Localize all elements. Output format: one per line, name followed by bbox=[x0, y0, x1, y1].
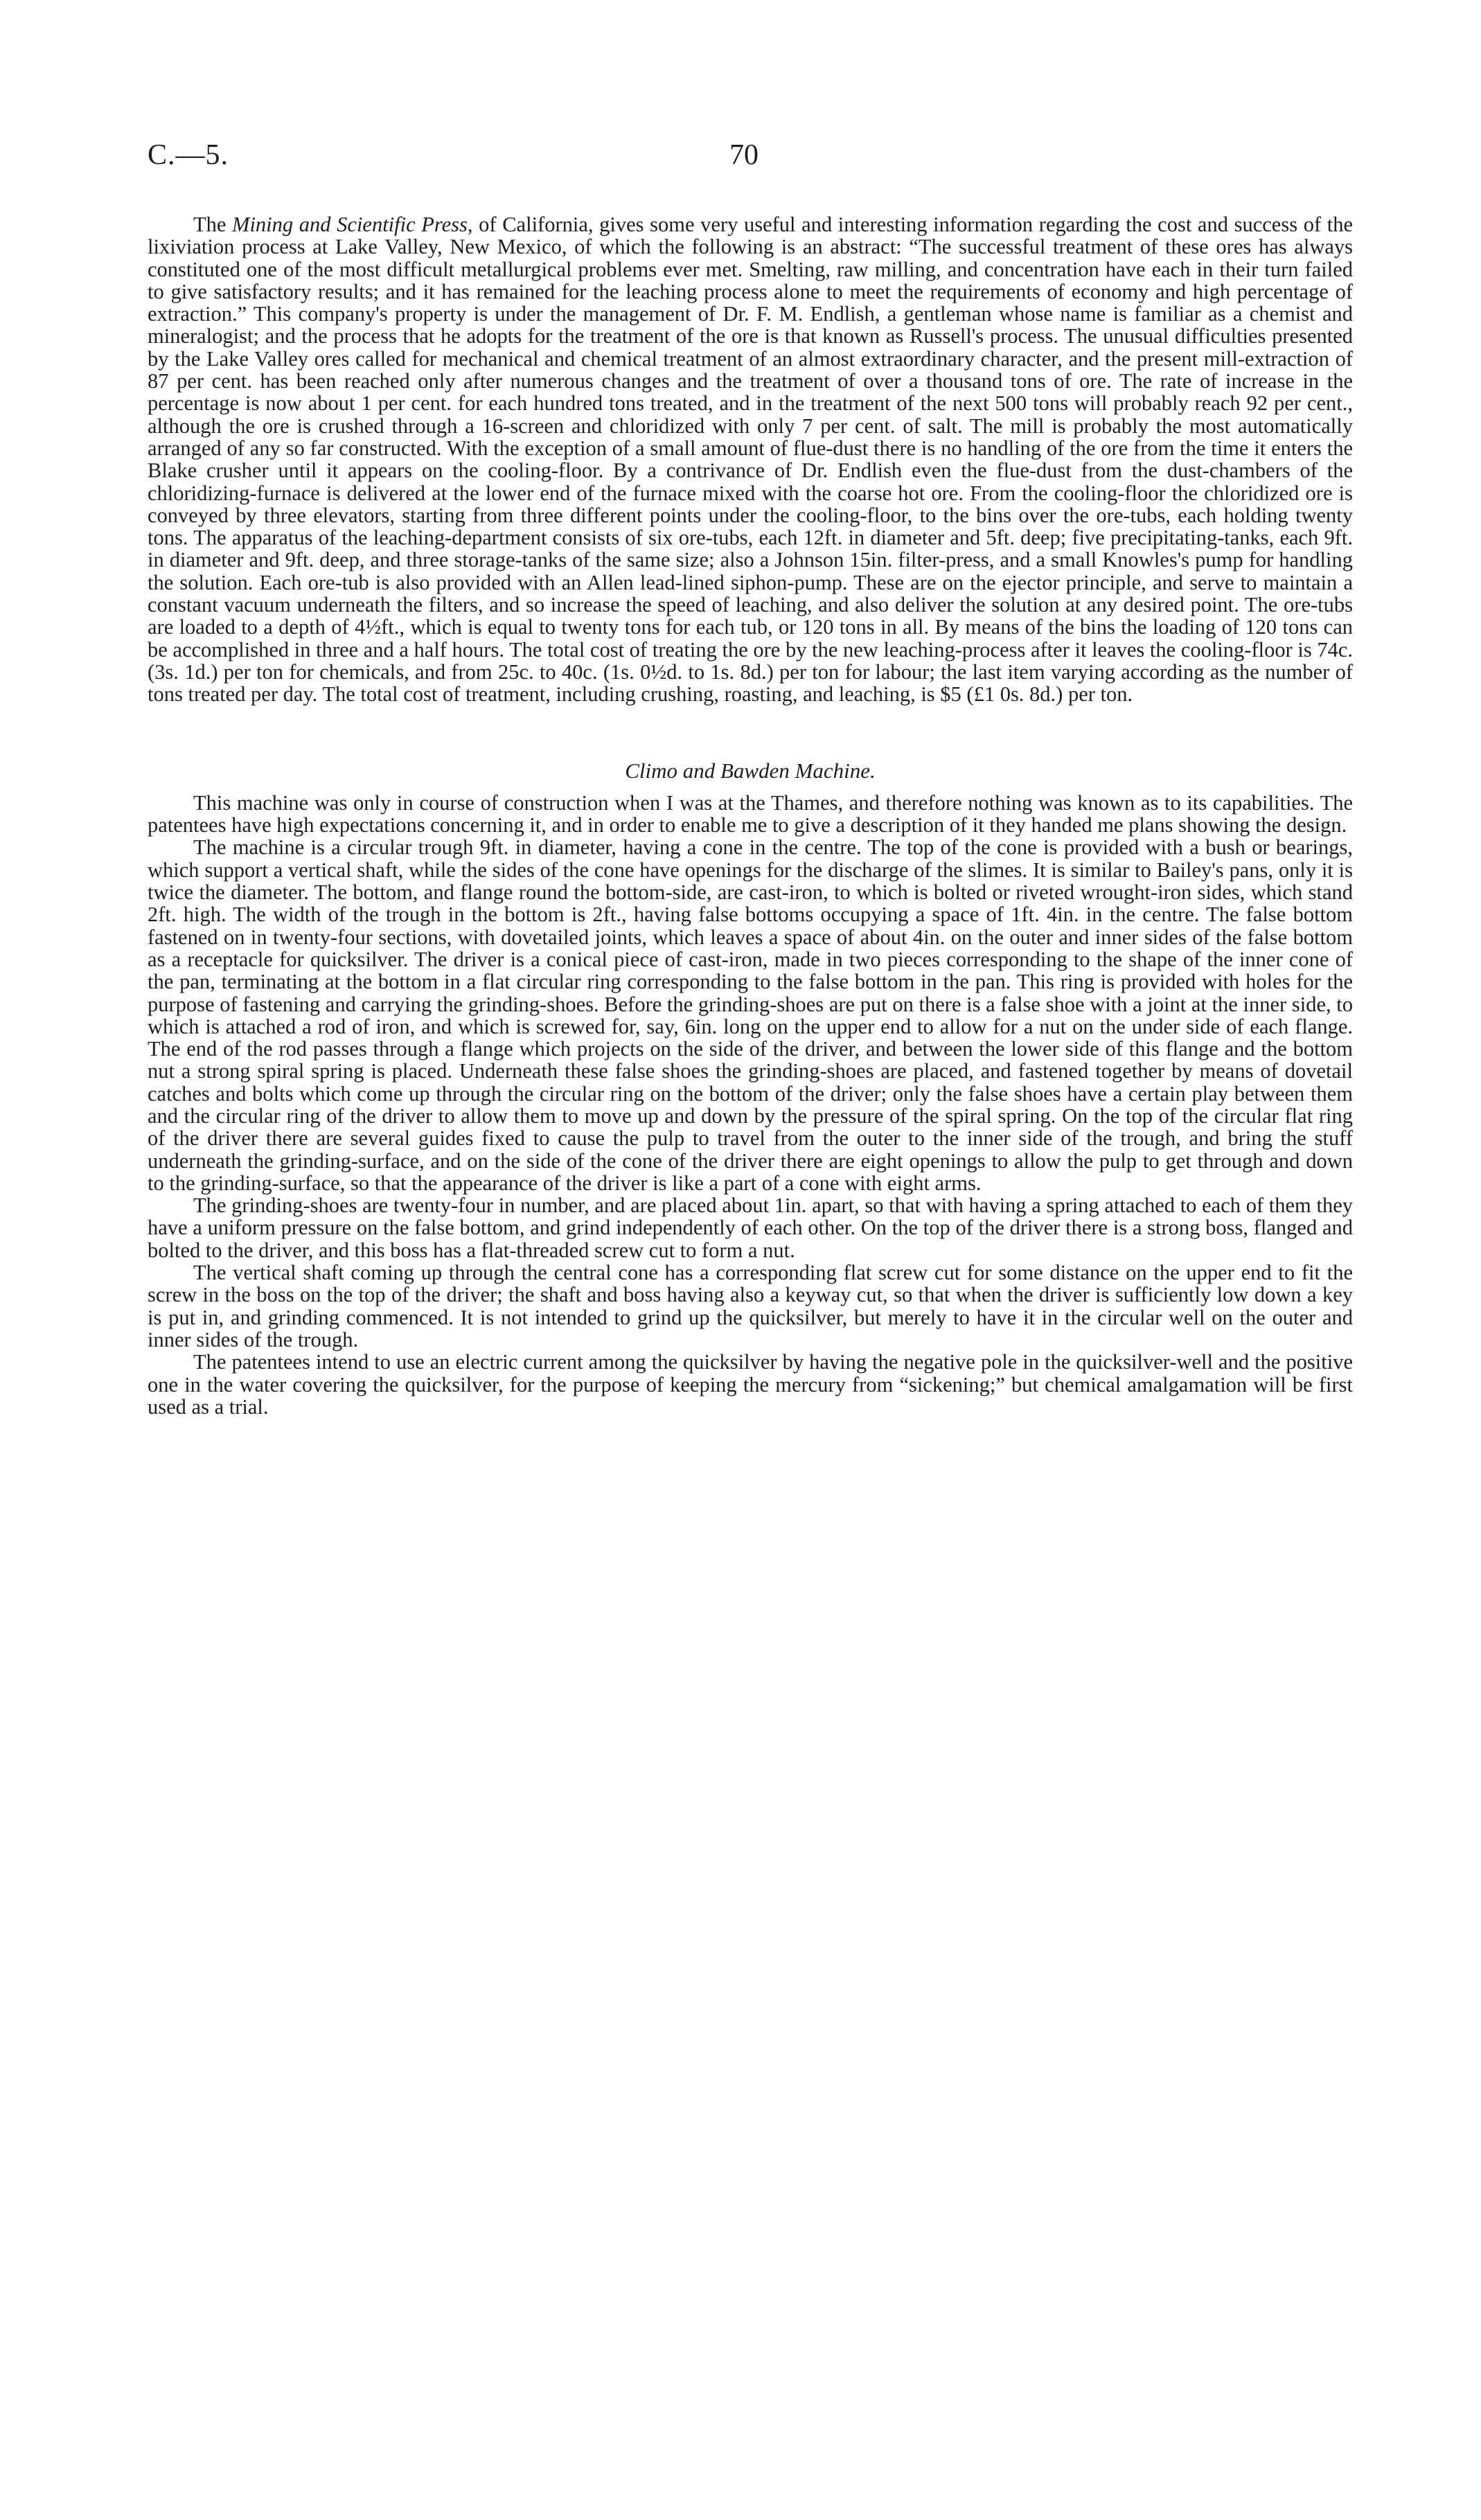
page-number: 70 bbox=[729, 139, 759, 171]
section-paragraph: The patentees intend to use an electric current among the quicksilver by having the negative pole in the quicksilver-well and the positive one in the water covering the quicksilver, for the purpose of keeping the mercury from “sickening;” but chemical amalgamation will be first used as a trial. bbox=[148, 1350, 1353, 1419]
running-head bbox=[148, 139, 1353, 180]
section-paragraph: The machine is a circular trough 9ft. in diameter, having a cone in the centre. The top of the cone is provided with a bush or bearings, which support a vertical shaft, while the sides of the cone have openings for the discharge of the slimes. It is similar to Bailey's pans, only it is twice the diameter. The bottom, and flange round the bottom-side, are cast-iron, to which is bolted or riveted wrought-iron sides, which stand 2ft. high. The width of the trough in the bottom is 2ft., having false bottoms occupying a space of 1ft. 4in. in the centre. The false bottom fastened on in twenty-four sections, with dovetailed joints, which leaves a space of about 4in. on the outer and inner sides of the false bottom as a receptacle for quicksilver. The driver is a conical piece of cast-iron, made in two pieces corresponding to the shape of the inner cone of the pan, terminating at the bottom in a flat circular ring corresponding to the false bottom in the pan. This ring is provided with holes for the purpose of fastening and carrying the grinding-shoes. Before the grinding-shoes are put on there is a false shoe with a joint at the inner side, to which is attached a rod of iron, and which is screwed for, say, 6in. long on the upper end to allow for a nut on the under side of each flange. The end of the rod passes through a flange which projects on the side of the driver, and between the lower side of this flange and the bottom nut a strong spiral spring is placed. Underneath these false shoes the grinding-shoes are placed, and fastened together by means of dovetail catches and bolts which come up through the circular ring on the bottom of the driver; only the false shoes have a certain play between them and the circular ring of the driver to allow them to move up and down by the pressure of the spiral spring. On the top of the circular flat ring of the driver there are several guides fixed to cause the pulp to travel from the outer to the inner side of the trough, and bring the stuff underneath the grinding-surface, and on the side of the cone of the driver there are eight openings to allow the pulp to get through and down to the grinding-surface, so that the appearance of the driver is like a part of a cone with eight arms. bbox=[148, 835, 1353, 1195]
section-paragraph: The grinding-shoes are twenty-four in number, and are placed about 1in. apart, so that with having a spring attached to each of them they have a uniform pressure on the false bottom, and grind independently of each other. On the top of the driver there is a strong boss, flanged and bolted to the driver, and this boss has a flat-threaded screw cut to form a nut. bbox=[148, 1194, 1353, 1262]
section-paragraph: The vertical shaft coming up through the central cone has a corresponding flat screw cut for some distance on the upper end to fit the screw in the boss on the top of the driver; the shaft and boss having also a keyway cut, so that when the driver is sufficiently low down a key is put in, and grinding commenced. It is not intended to grind up the quicksilver, but merely to have it in the circular well on the outer and inner sides of the trough. bbox=[148, 1261, 1353, 1351]
intro-paragraph bbox=[148, 213, 1353, 706]
section-heading: Climo and Bawden Machine. bbox=[625, 758, 876, 783]
intro-lead: The bbox=[193, 213, 233, 236]
document-reference: C.—5. bbox=[148, 139, 229, 171]
intro-text: , of California, gives some very useful and interesting information regarding the cost and success of the lixiviation process at Lake Valley, New Mexico, of which the following is an abstract: “The successful treatment of these ores has always constituted one of the most difficult metallurgical problems ever met. Smelting, raw milling, and concentration have each in their turn failed to give satisfactory results; and it has remained for the leaching process alone to meet the requirements of economy and high percentage of extraction.” This company's property is under the management of Dr. F. M. Endlish, a gentleman whose name is familiar as a chemist and mineralogist; and the process that he adopts for the treatment of the ore is that known as Russell's process. The unusual difficulties presented by the Lake Valley ores called for mechanical and chemical treatment of an almost extraordinary character, and the present mill-extraction of 87 per cent. has been reached only after numerous changes and the treatment of over a thousand tons of ore. The rate of increase in the percentage is now about 1 per cent. for each hundred tons treated, and in the treatment of the next 500 tons will probably reach 92 per cent., although the ore is crushed through a 16-screen and chloridized with only 7 per cent. of salt. The mill is probably the most automatically arranged of any so far constructed. With the exception of a small amount of flue-dust there is no handling of the ore from the time it enters the Blake crusher until it appears on the cooling-floor. By a contrivance of Dr. Endlish even the flue-dust from the dust-chambers of the chloridizing-furnace is delivered at the lower end of the furnace mixed with the coarse hot ore. From the cooling-floor the chloridized ore is conveyed by three elevators, starting from three different points under the cooling-floor, to the bins over the ore-tubs, each holding twenty tons. The apparatus of the leaching-department consists of six ore-tubs, each 12ft. in diameter and 5ft. deep; five precipitating-tanks, each 9ft. in diameter and 9ft. deep, and three storage-tanks of the same size; also a Johnson 15in. filter-press, and a small Knowles's pump for handling the solution. Each ore-tub is also provided with an Allen lead-lined siphon-pump. These are on the ejector principle, and serve to maintain a constant vacuum underneath the filters, and so increase the speed of leaching, and also deliver the solution at any desired point. The ore-tubs are loaded to a depth of 4½ft., which is equal to twenty tons for each tub, or 120 tons in all. By means of the bins the loading of 120 tons can be accomplished in three and a half hours. The total cost of treating the ore by the new leaching-process after it leaves the cooling-floor is 74c. (3s. 1d.) per ton for chemicals, and from 25c. to 40c. (1s. 0½d. to 1s. 8d.) per ton for labour; the last item varying according as the number of tons treated per day. The total cost of treatment, including crushing, roasting, and leaching, is $5 (£1 0s. 8d.) per ton. bbox=[148, 213, 1353, 707]
section-paragraph: This machine was only in course of construction when I was at the Thames, and therefore nothing was known as to its capabilities. The patentees have high expectations concerning it, and in order to enable me to give a description of it they handed me plans showing the design. bbox=[148, 790, 1353, 837]
body-text bbox=[148, 213, 1353, 1418]
journal-title: Mining and Scientific Press bbox=[232, 213, 468, 236]
